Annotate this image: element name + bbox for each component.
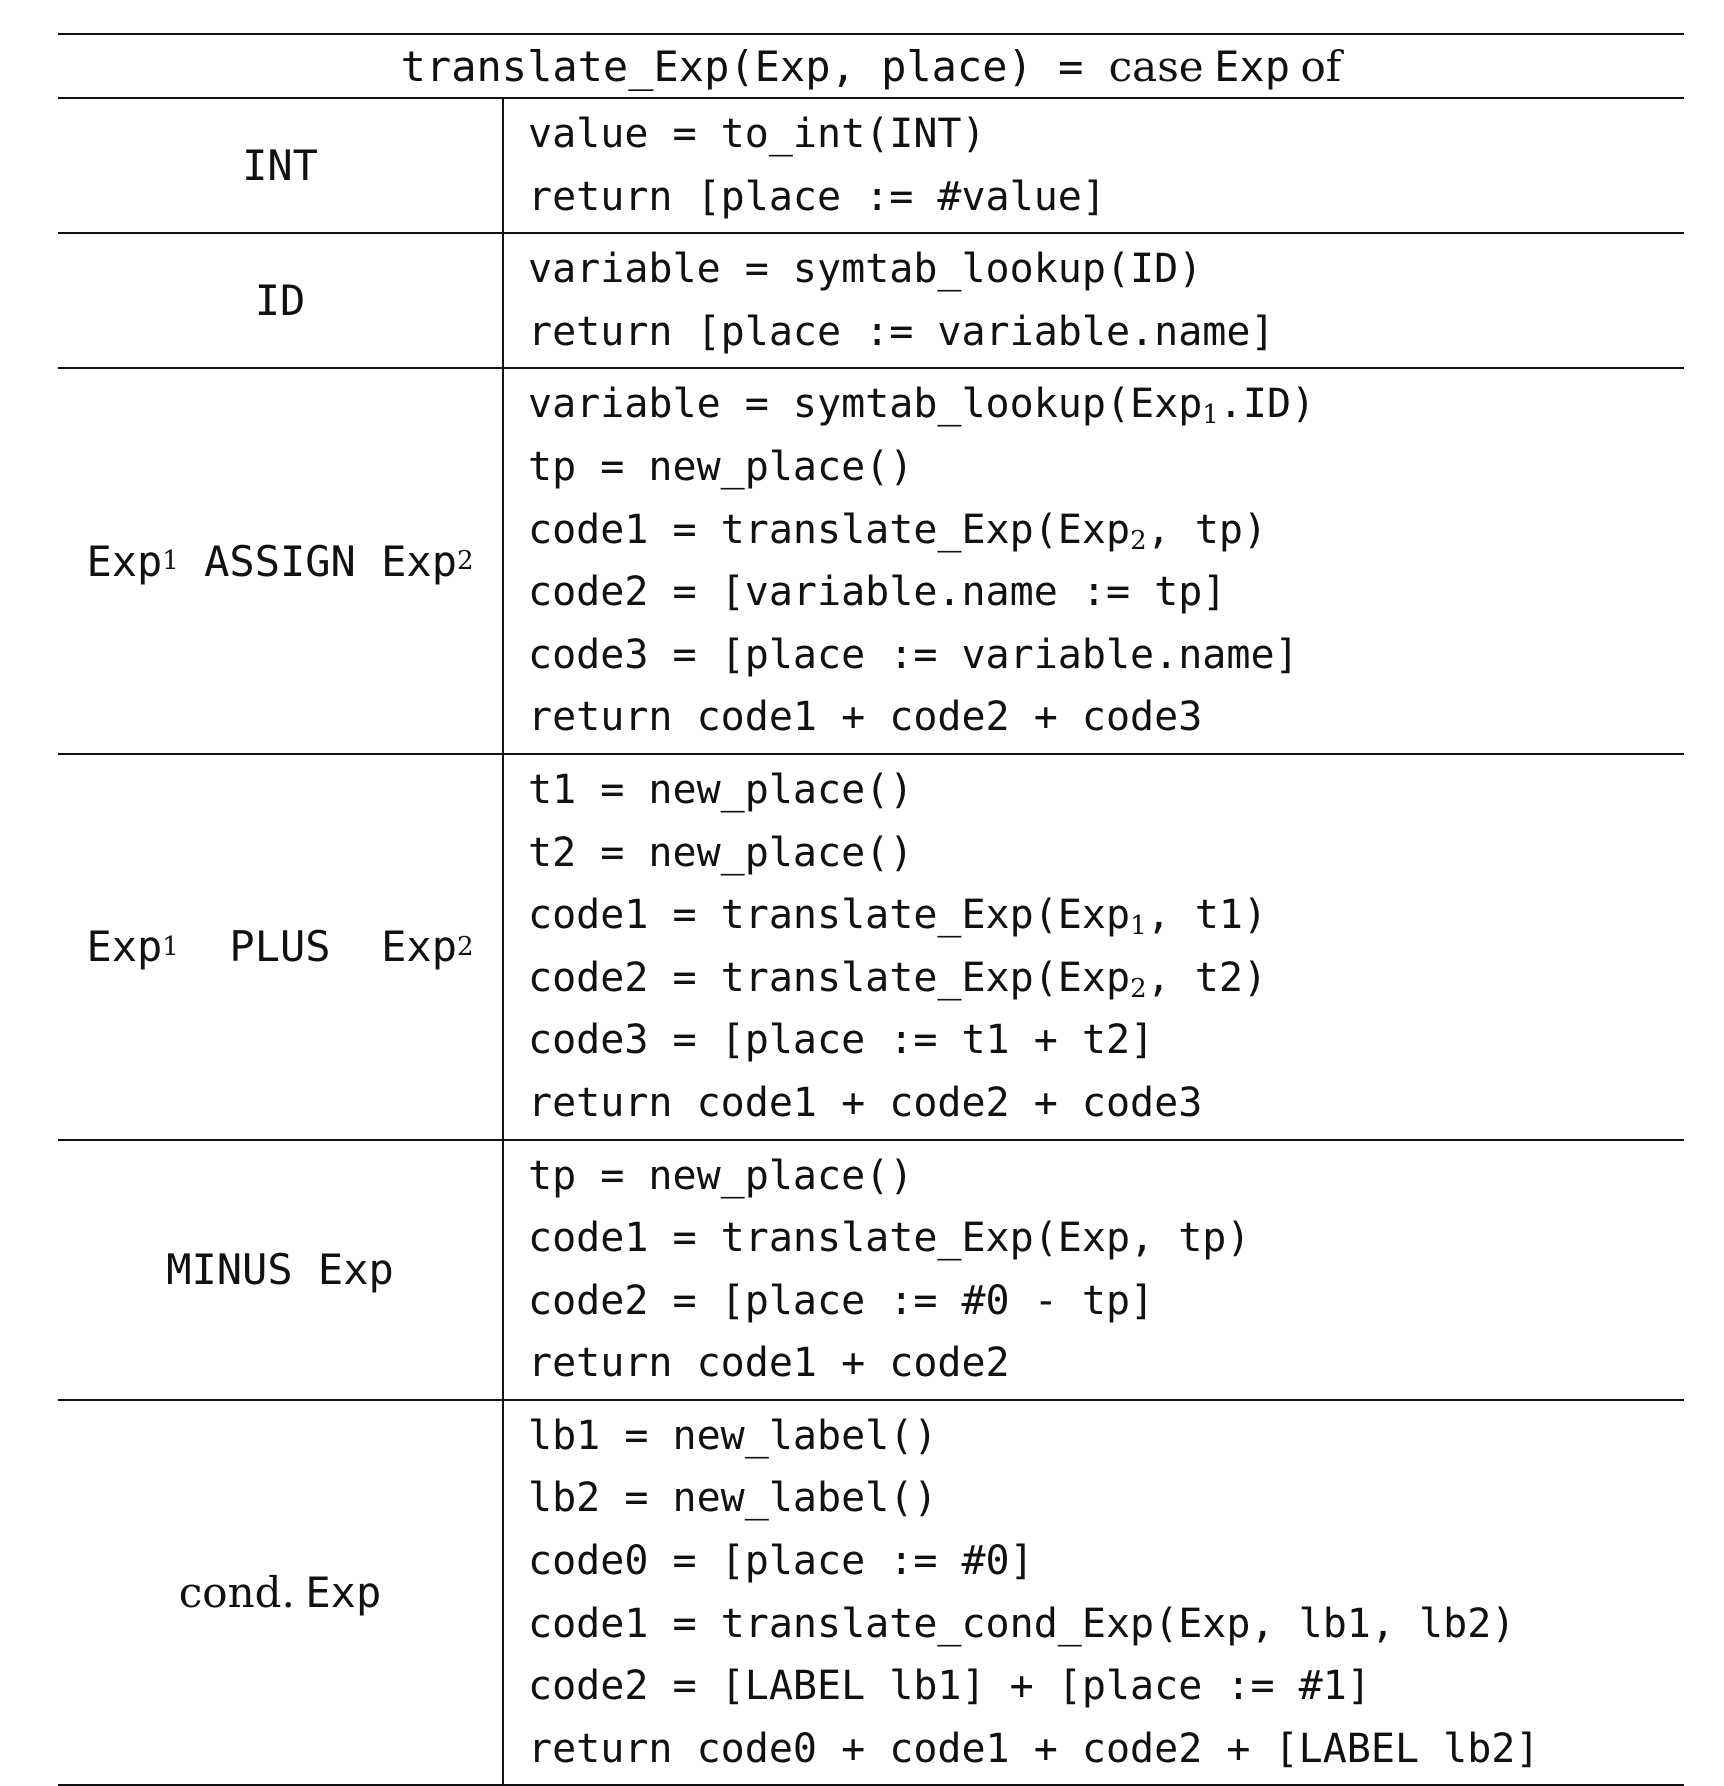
code-line: code1 = translate_cond_Exp(Exp, lb1, lb2) bbox=[528, 1600, 1516, 1647]
table-row-id bbox=[58, 234, 1684, 367]
code-line: t1 = new_place() bbox=[528, 766, 914, 813]
code-line: return code1 + code2 + code3 bbox=[528, 1079, 1203, 1126]
table-row-int bbox=[58, 99, 1684, 232]
code-line: code3 = [place := t1 + t2] bbox=[528, 1017, 1155, 1064]
code-line: return [place := #value] bbox=[528, 173, 1106, 220]
code-line: code1 = translate_Exp(Exp$_1$, t1) bbox=[528, 892, 1268, 942]
code-line: code3 = [place := variable.name] bbox=[528, 631, 1299, 678]
header-of-word: of bbox=[1300, 41, 1342, 91]
pattern-exp: Exp bbox=[381, 922, 457, 972]
row-plus-code bbox=[504, 755, 1684, 1139]
row-minus-code bbox=[504, 1141, 1684, 1399]
translation-table bbox=[58, 33, 1684, 1786]
code-line: return code0 + code1 + code2 + [LABEL lb2] bbox=[528, 1725, 1540, 1772]
code-line: variable = symtab_lookup(Exp$_1$.ID) bbox=[528, 381, 1316, 431]
code-line: tp = new_place() bbox=[528, 443, 914, 490]
code-line: lb1 = new_label() bbox=[528, 1412, 938, 1459]
row-int-pattern: INT bbox=[58, 99, 504, 232]
table-row-cond bbox=[58, 1401, 1684, 1785]
header-equals: = bbox=[1032, 41, 1109, 91]
pattern-cond-word: cond. bbox=[178, 1568, 295, 1618]
code-line: return code1 + code2 bbox=[528, 1340, 1010, 1387]
pattern-subscript: 2 bbox=[457, 931, 474, 962]
row-plus-pattern bbox=[58, 755, 504, 1139]
table-row-assign bbox=[58, 369, 1684, 753]
code-line: code2 = [place := #0 - tp] bbox=[528, 1277, 1155, 1324]
code-line: tp = new_place() bbox=[528, 1152, 914, 1199]
header-exp-word: Exp bbox=[1214, 41, 1290, 91]
code-line: code0 = [place := #0] bbox=[528, 1538, 1034, 1585]
table-row-plus bbox=[58, 755, 1684, 1139]
row-int-code bbox=[504, 99, 1684, 232]
row-id-pattern: ID bbox=[58, 234, 504, 367]
code-line: return code1 + code2 + code3 bbox=[528, 694, 1203, 741]
pattern-exp: Exp bbox=[86, 536, 163, 586]
pattern-subscript: 1 bbox=[162, 931, 179, 962]
code-line: code1 = translate_Exp(Exp, tp) bbox=[528, 1215, 1251, 1262]
code-line: t2 = new_place() bbox=[528, 829, 914, 876]
row-assign-pattern bbox=[58, 369, 504, 753]
code-line: return [place := variable.name] bbox=[528, 308, 1275, 355]
header-case-word: case bbox=[1108, 41, 1204, 91]
row-id-code bbox=[504, 234, 1684, 367]
pattern-exp: Exp bbox=[381, 536, 457, 586]
pattern-operator: PLUS bbox=[178, 922, 382, 972]
header-function: translate_Exp(Exp, place) bbox=[400, 41, 1033, 91]
row-cond-pattern bbox=[58, 1401, 504, 1785]
code-line: code2 = [variable.name := tp] bbox=[528, 569, 1227, 616]
pattern-exp: Exp bbox=[305, 1568, 382, 1618]
pattern-exp: Exp bbox=[86, 922, 163, 972]
code-line: code1 = translate_Exp(Exp$_2$, tp) bbox=[528, 506, 1268, 556]
code-line: variable = symtab_lookup(ID) bbox=[528, 246, 1203, 293]
code-line: lb2 = new_label() bbox=[528, 1475, 938, 1522]
code-line: code2 = translate_Exp(Exp$_2$, t2) bbox=[528, 954, 1268, 1004]
row-minus-pattern: MINUS Exp bbox=[58, 1141, 504, 1399]
table-header bbox=[58, 35, 1684, 97]
pattern-operator: ASSIGN bbox=[178, 536, 382, 586]
row-assign-code bbox=[504, 369, 1684, 753]
code-line: code2 = [LABEL lb1] + [place := #1] bbox=[528, 1663, 1371, 1710]
row-cond-code bbox=[504, 1401, 1684, 1785]
table-row-minus bbox=[58, 1141, 1684, 1399]
pattern-subscript: 1 bbox=[162, 546, 179, 577]
code-line: value = to_int(INT) bbox=[528, 111, 986, 157]
pattern-subscript: 2 bbox=[457, 546, 474, 577]
